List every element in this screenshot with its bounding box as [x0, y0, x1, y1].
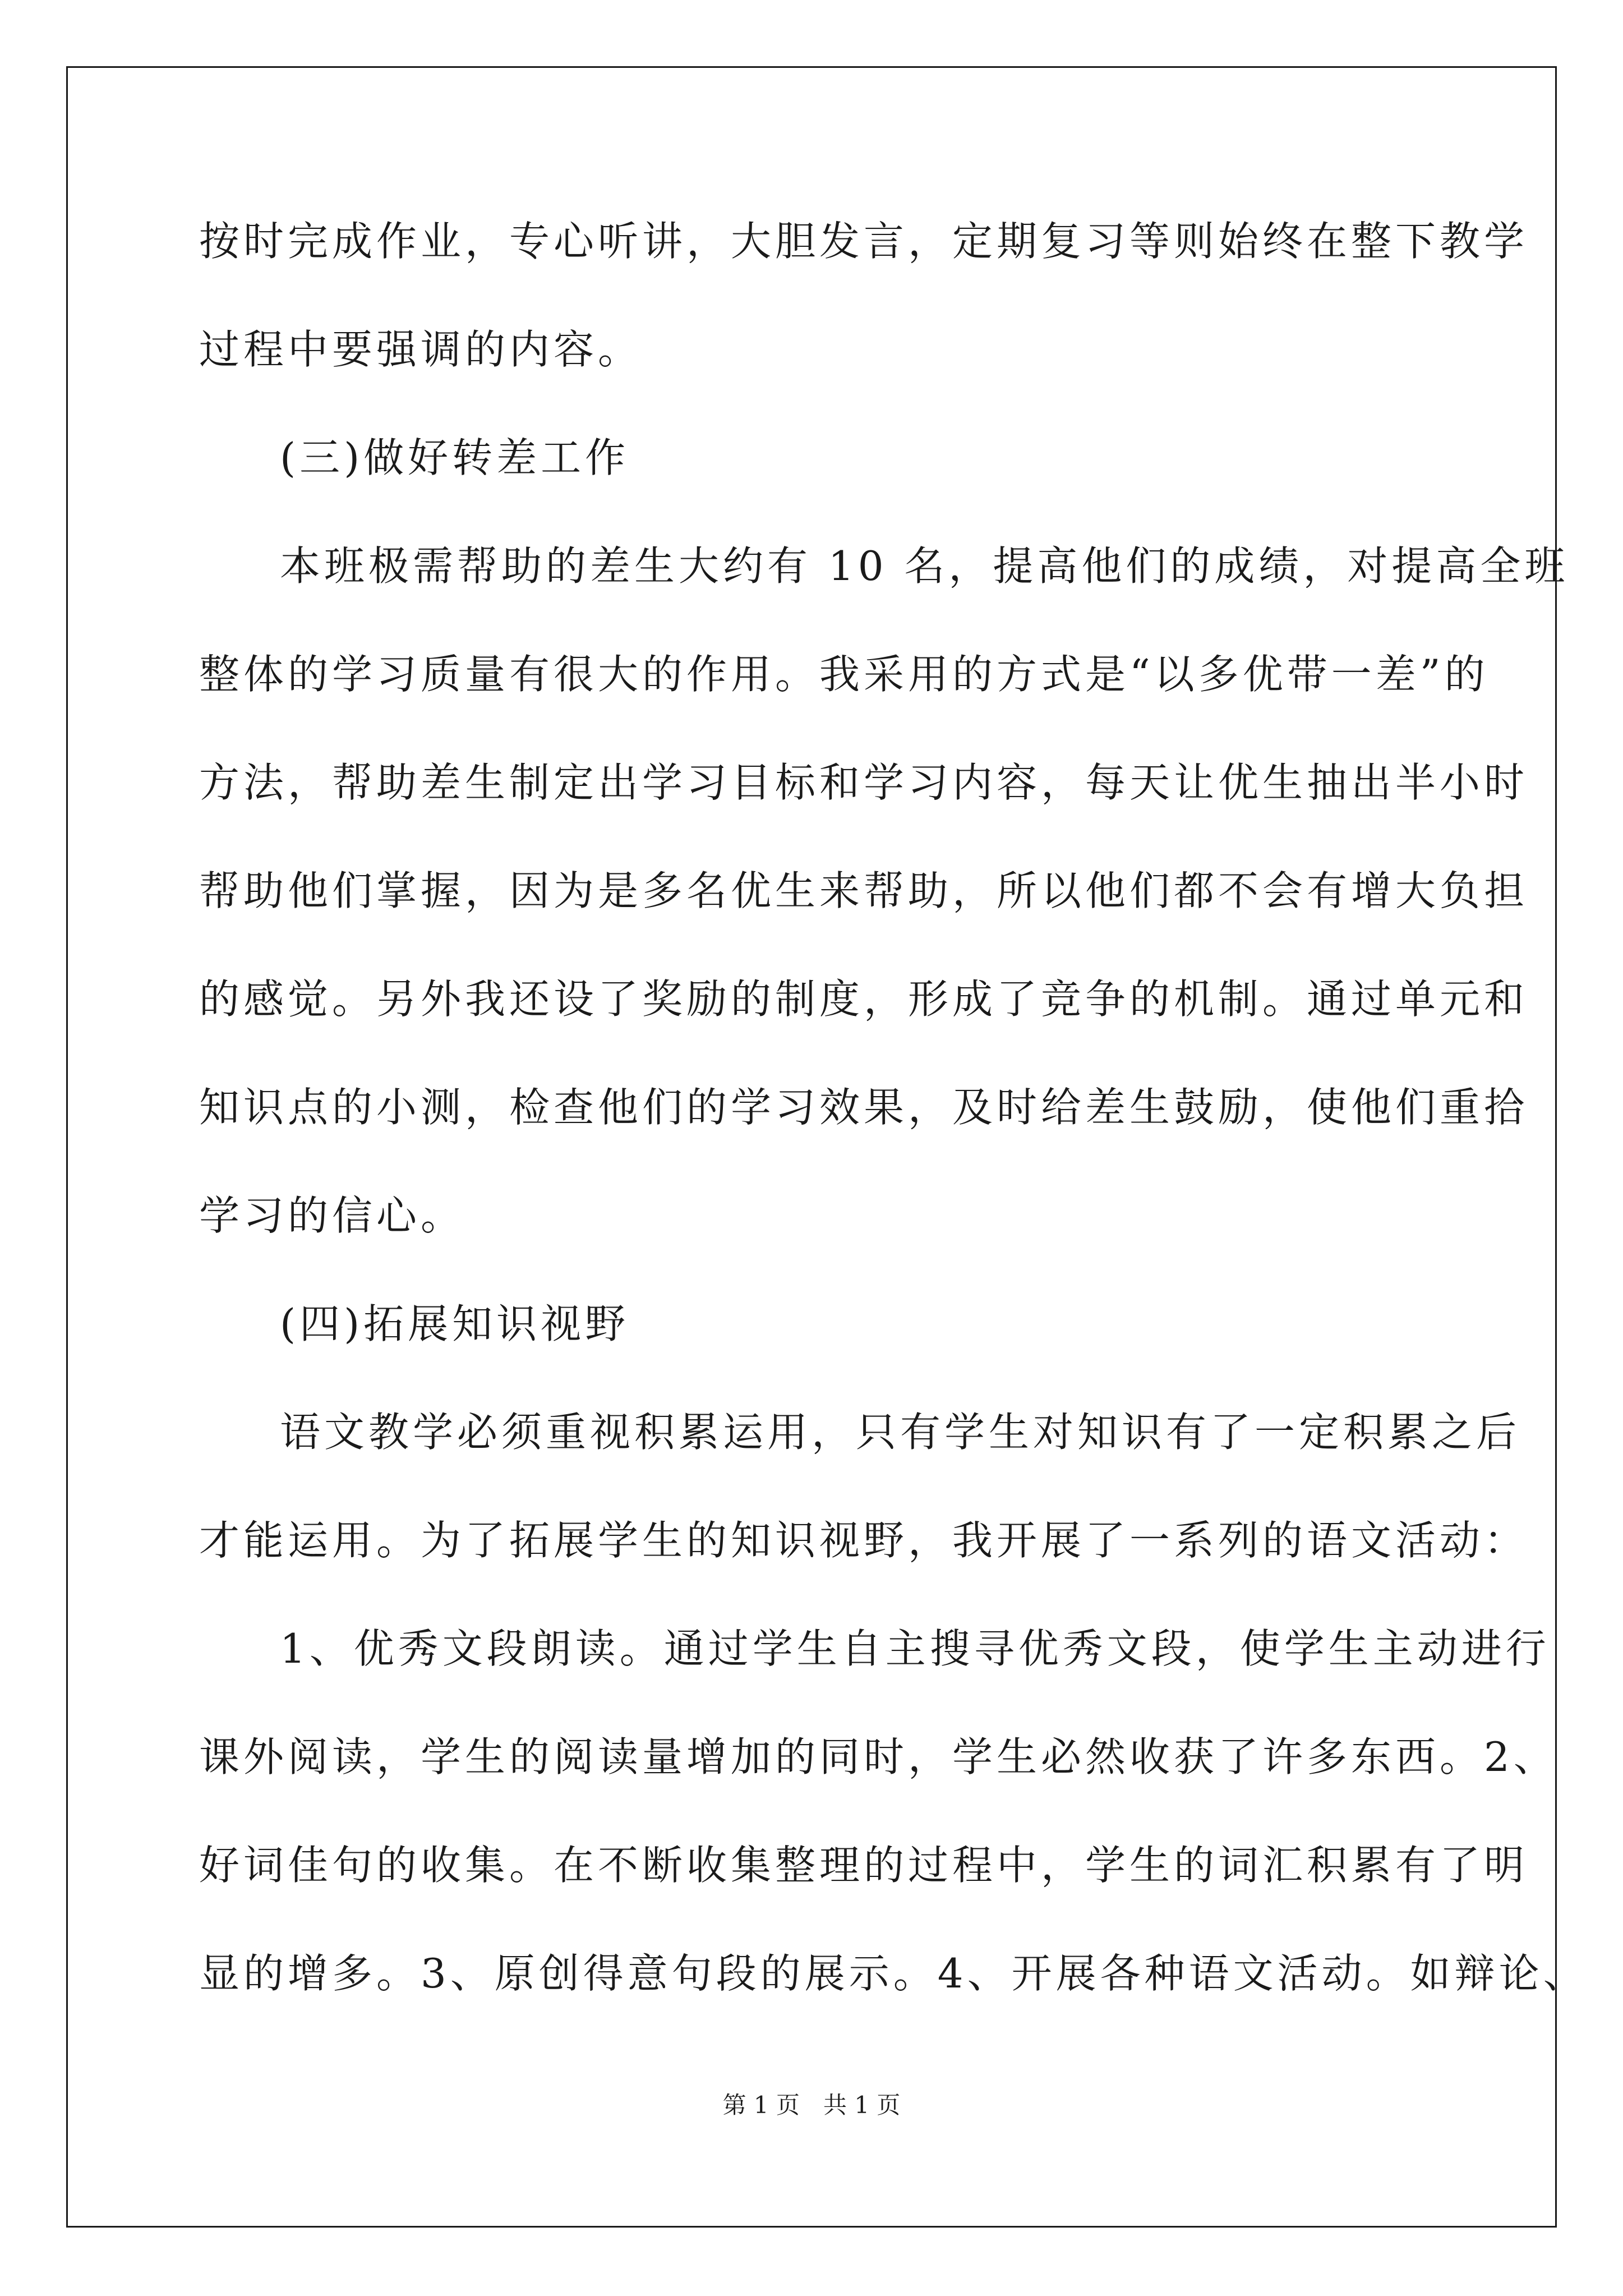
text-line: 显的增多。3、原创得意句段的展示。4、开展各种语文活动。如辩论、 — [199, 1950, 1588, 1997]
text-line: 知识点的小测，检查他们的学习效果，及时给差生鼓励，使他们重拾 — [199, 1084, 1529, 1131]
document-body — [199, 202, 1588, 2042]
text-line: 过程中要强调的内容。 — [199, 326, 643, 373]
text-line: 1、优秀文段朗读。通过学生自主搜寻优秀文段，使学生主动进行 — [280, 1625, 1550, 1672]
section-heading: (三)做好转差工作 — [280, 434, 630, 481]
text-line: 方法，帮助差生制定出学习目标和学习内容，每天让优生抽出半小时 — [199, 759, 1529, 806]
text-line: 语文教学必须重视积累运用，只有学生对知识有了一定积累之后 — [280, 1409, 1521, 1456]
text-line: 本班极需帮助的差生大约有 10 名，提高他们的成绩，对提高全班 — [280, 542, 1569, 590]
text-line: 才能运用。为了拓展学生的知识视野，我开展了一系列的语文活动： — [199, 1517, 1529, 1564]
section-heading: (四)拓展知识视野 — [280, 1300, 630, 1347]
text-line: 好词佳句的收集。在不断收集整理的过程中，学生的词汇积累有了明 — [199, 1842, 1529, 1889]
text-line: 课外阅读，学生的阅读量增加的同时，学生必然收获了许多东西。2、 — [199, 1733, 1558, 1780]
text-line: 帮助他们掌握，因为是多名优生来帮助，所以他们都不会有增大负担 — [199, 867, 1529, 914]
text-line: 学习的信心。 — [199, 1192, 465, 1239]
text-line: 的感觉。另外我还设了奖励的制度，形成了竞争的机制。通过单元和 — [199, 976, 1529, 1023]
page-number: 第 1 页 共 1 页 — [722, 2091, 901, 2119]
text-line: 按时完成作业，专心听讲，大胆发言，定期复习等则始终在整下教学 — [199, 218, 1529, 265]
text-line: 整体的学习质量有很大的作用。我采用的方式是“以多优带一差”的 — [199, 651, 1489, 698]
